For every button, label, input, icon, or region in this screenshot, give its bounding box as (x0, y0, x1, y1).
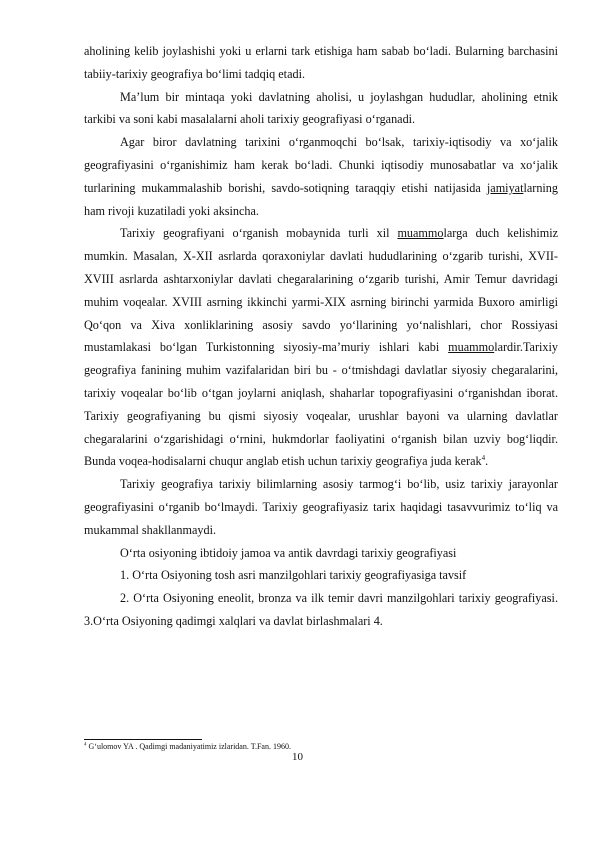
page-body (84, 40, 558, 633)
page-number: 10 (292, 751, 303, 763)
section-heading: O‘rta osiyoning ibtidoiy jamoa va antik davrdagi tarixiy geografiyasi (120, 545, 457, 560)
footnote-mark: 4 (84, 742, 87, 748)
paragraph-5: Tarixiy geografiya tarixiy bilimlarning asosiy tarmog‘i bo‘lib, usiz tarixiy jarayonlar geografiyasini o‘rganib bo‘lmaydi. Tarixiy geografiyasiz tarix haqidagi tasavvurimiz to‘liq va mukammal shakllanmaydi. (84, 477, 558, 537)
paragraph-4-text-a: Tarixiy geografiyani o‘rganish mobaynida turli xil (120, 226, 398, 241)
paragraph-3-text-b: larning ham rivoji kuzatiladi yoki aksincha. (84, 180, 558, 218)
muammo-link-1[interactable]: muammo (397, 226, 444, 241)
paragraph-4-text-b: larga duch kelishimiz mumkin. Masalan, X-XII asrlarda qoraxoniylar davlati hududlarining o‘zgarib turishi, XVII-XVIII asrlarda ashtarxoniylar davlati chegaralarining o‘zgarib turishi, Amir Temur davridagi muhim voqealar. XVIII asrning ikkinchi yarmi-XIX asrning birinchi yarmida Buxoro amirligi Qo‘qon va Xiva xonliklarining asosiy savdo yo‘llarining yo‘nalishlari, chor Rossiyasi mustamlakasi bo‘lgan Turkistonning siyosiy-ma’muriy ishlari kabi (84, 226, 558, 355)
list-item-1: 1. O‘rta Osiyoning tosh asri manzilgohlari tarixiy geografiyasiga tavsif (120, 568, 467, 583)
footnote-text: G‘ulomov YA . Qadimgi madaniyatimiz izlaridan. T.Fan. 1960. (86, 742, 291, 751)
jamiyat-link[interactable]: jamiyat (486, 180, 524, 195)
footnote-ref[interactable]: 4 (481, 454, 486, 463)
paragraph-1: aholining kelib joylashishi yoki u erlarni tark etishiga ham sabab bo‘ladi. Bularning barchasini tabiiy-tarixiy geografiya bo‘limi tadqiq etadi. (84, 44, 558, 81)
paragraph-4 (84, 222, 558, 473)
list-item-2: 2. O‘rta Osiyoning eneolit, bronza va ilk temir davri manzilgohlari tarixiy geografiyasi. 3.O‘rta Osiyoning qadimgi xalqlari va davlat birlashmalari 4. (84, 591, 558, 628)
paragraph-2: Ma’lum bir mintaqa yoki davlatning aholisi, u joylashgan hududlar, aholining etnik tarkibi va soni kabi masalalarni aholi tarixiy geografiyasi o‘rganadi. (84, 89, 558, 127)
paragraph-4-text-d: . (485, 454, 489, 469)
paragraph-3-text-a: Agar biror davlatning tarixini o‘rganmoqchi bo‘lsak, tarixiy-iqtisodiy va xo‘jalik geografiyasini o‘rganishimiz ham kerak bo‘ladi. Chunki iqtisodiy munosabatlar va xo‘jalik turlarining mukammalashib borishi, savdo-sotiqning taraqqiy etishi natijasida (84, 135, 558, 195)
paragraph-3 (84, 131, 558, 222)
paragraph-4-text-c: lardir.Tarixiy geografiya fanining muhim vazifalaridan biri bu - o‘tmishdagi davlatlar siyosiy chegaralarini, tarixiy voqealar bo‘lib o‘tgan joylarni aniqlash, shaharlar topografiyasini o‘rganishdan iborat. Tarixiy geografiyaning bu qismi siyosiy voqealar, urushlar bayoni va ularning davlatlar chegaralarini o‘zgarishidagi o‘rnini, hukmdorlar faoliyatini o‘rganish bilan uzviy bog‘liqdir. Bunda voqea-hodisalarni chuqur anglab etish uchun tarixiy geografiya juda kerak (84, 340, 558, 469)
footnote-divider (84, 739, 202, 740)
muammo-link-2[interactable]: muammo (448, 340, 495, 355)
